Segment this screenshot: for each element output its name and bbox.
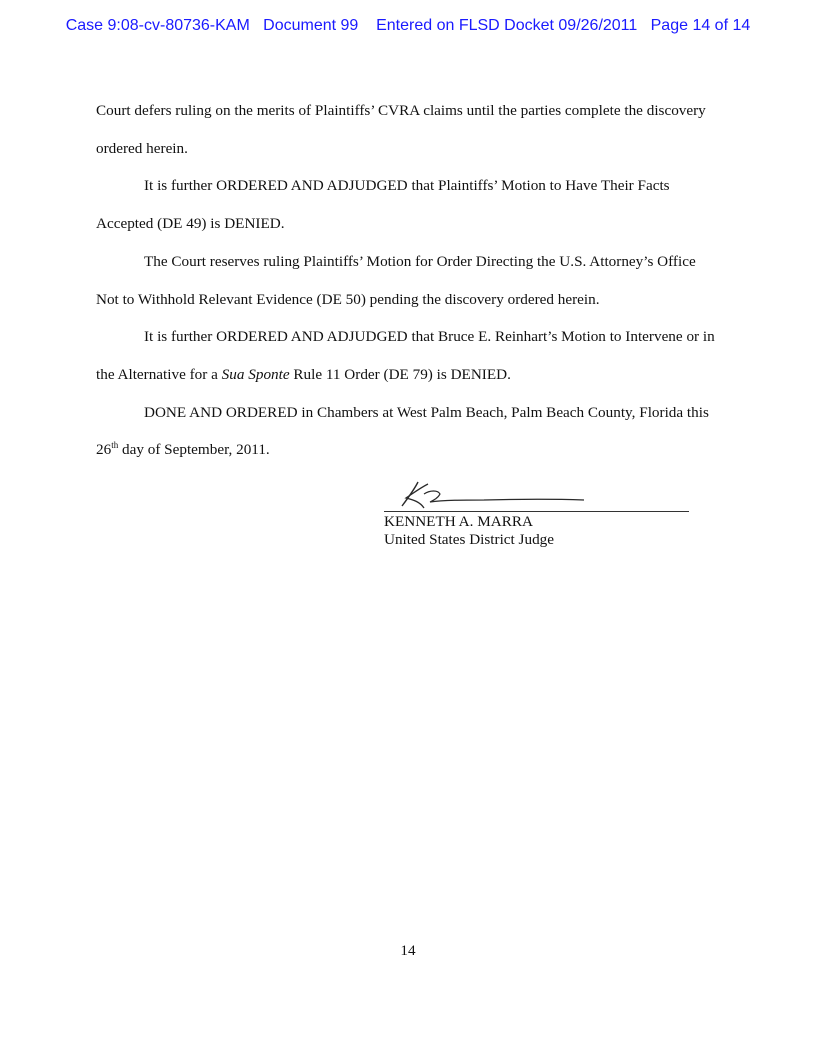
paragraph-motion-facts-denied: It is further ORDERED AND ADJUDGED that Plaintiffs’ Motion to Have Their Facts Accepted (DE 49) is DENIED.: [96, 177, 670, 233]
italic-case-term: Sua Sponte: [221, 365, 290, 383]
page-number: 14: [400, 942, 416, 959]
judge-name: KENNETH A. MARRA: [384, 513, 533, 530]
paragraph-text-part: DONE AND ORDERED in Chambers at West Palm Beach, Palm Beach County, Florida this 26: [96, 403, 709, 459]
handwritten-signature: [394, 478, 594, 512]
paragraph-motion-evidence-reserved: The Court reserves ruling Plaintiffs’ Motion for Order Directing the U.S. Attorney’s Office Not to Withhold Relevant Evidence (DE 50) pending the discovery ordered herein.: [96, 252, 696, 308]
paragraph-text-part: day of September, 2011.: [118, 441, 270, 459]
judge-title: United States District Judge: [384, 531, 554, 548]
paragraph-text-part: Rule 11 Order (DE 79) is DENIED.: [289, 365, 511, 383]
paragraph-cvra-ruling: Court defers ruling on the merits of Plaintiffs’ CVRA claims until the parties complete the discovery ordered herein.: [96, 102, 706, 157]
paragraph-done-and-ordered: [96, 394, 720, 469]
order-body: [96, 92, 720, 469]
paragraph-text-part: It is further ORDERED AND ADJUDGED that Bruce E. Reinhart’s Motion to Intervene or in the Alternative for a: [96, 328, 715, 383]
ordinal-suffix: th: [111, 440, 119, 451]
ecf-header-stamp: Case 9:08-cv-80736-KAM Document 99 Entered on FLSD Docket 09/26/2011 Page 14 of 14: [65, 17, 751, 34]
paragraph-motion-intervene-denied: [96, 318, 720, 393]
